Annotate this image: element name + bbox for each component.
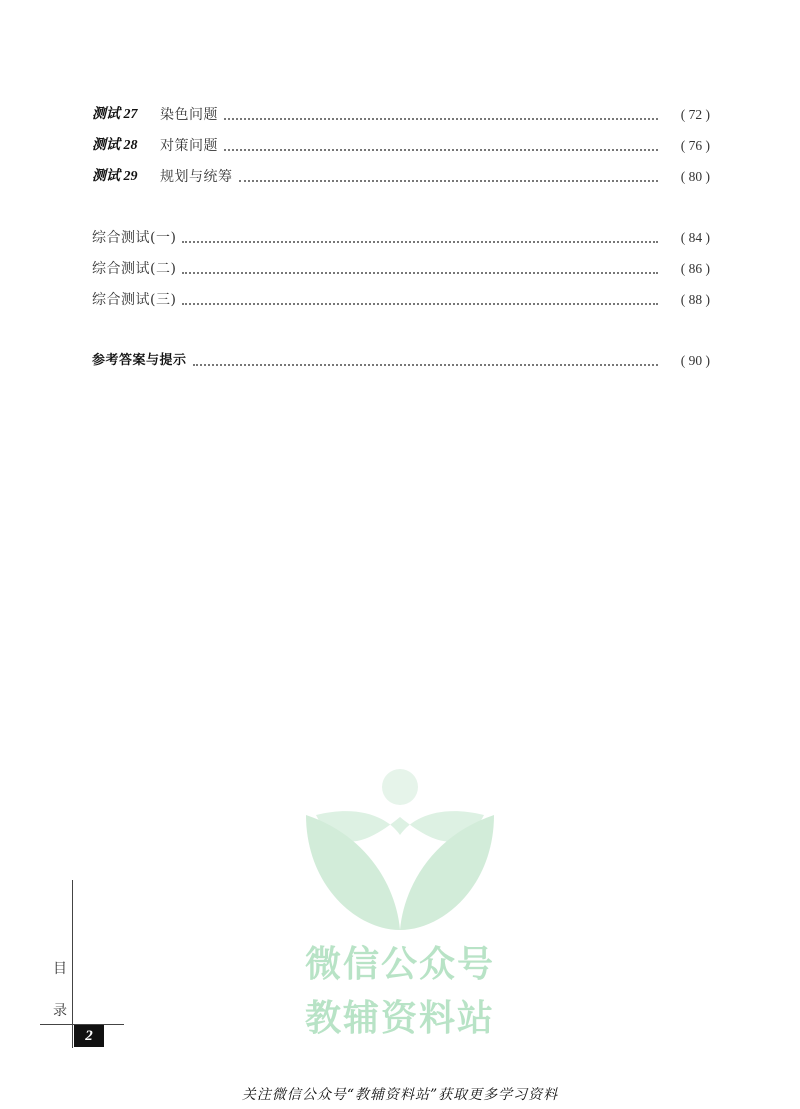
toc-row-comprehensive-3[interactable] <box>92 289 710 311</box>
dot-leader <box>182 240 658 243</box>
page-number-box: 2 <box>74 1025 104 1047</box>
toc-row-answers[interactable] <box>92 350 710 372</box>
topic-title: 综合测试(二) <box>92 261 177 277</box>
toc-row-test-27[interactable] <box>92 104 710 126</box>
topic-title: 对策问题 <box>160 138 218 154</box>
page-number: ( 80 ) <box>680 169 710 184</box>
dot-leader <box>182 302 658 305</box>
toc-row-test-28[interactable] <box>92 135 710 157</box>
topic-title: 规划与统筹 <box>160 169 233 185</box>
footer-note: 关注微信公众号“教辅资料站”获取更多学习资料 <box>241 1087 559 1103</box>
toc-row-comprehensive-2[interactable] <box>92 258 710 280</box>
side-divider <box>72 880 73 1048</box>
dot-leader <box>239 179 659 182</box>
side-label-mu: 目 <box>53 961 67 977</box>
dot-leader <box>224 148 658 151</box>
dot-leader <box>193 363 658 366</box>
page-number: ( 72 ) <box>680 107 710 122</box>
dot-leader <box>182 271 658 274</box>
toc-row-test-29[interactable] <box>92 166 710 188</box>
test-number: 测试 27 <box>92 107 138 122</box>
topic-title: 染色问题 <box>160 107 218 123</box>
test-number: 测试 28 <box>92 138 138 153</box>
topic-title: 综合测试(三) <box>92 292 177 308</box>
topic-title: 参考答案与提示 <box>92 353 187 368</box>
page-number: ( 86 ) <box>680 261 710 276</box>
page-number: ( 90 ) <box>680 353 710 368</box>
dot-leader <box>224 117 658 120</box>
page-number: ( 76 ) <box>680 138 710 153</box>
watermark-line-1: 微信公众号 <box>304 944 495 985</box>
toc-row-comprehensive-1[interactable] <box>92 227 710 249</box>
topic-title: 综合测试(一) <box>92 230 177 246</box>
test-number: 测试 29 <box>92 169 138 184</box>
page-number: ( 88 ) <box>680 292 710 307</box>
side-label-lu: 录 <box>53 1003 67 1019</box>
watermark-logo-icon <box>296 765 504 935</box>
page-number: ( 84 ) <box>680 230 710 245</box>
watermark-line-2: 教辅资料站 <box>304 998 495 1039</box>
